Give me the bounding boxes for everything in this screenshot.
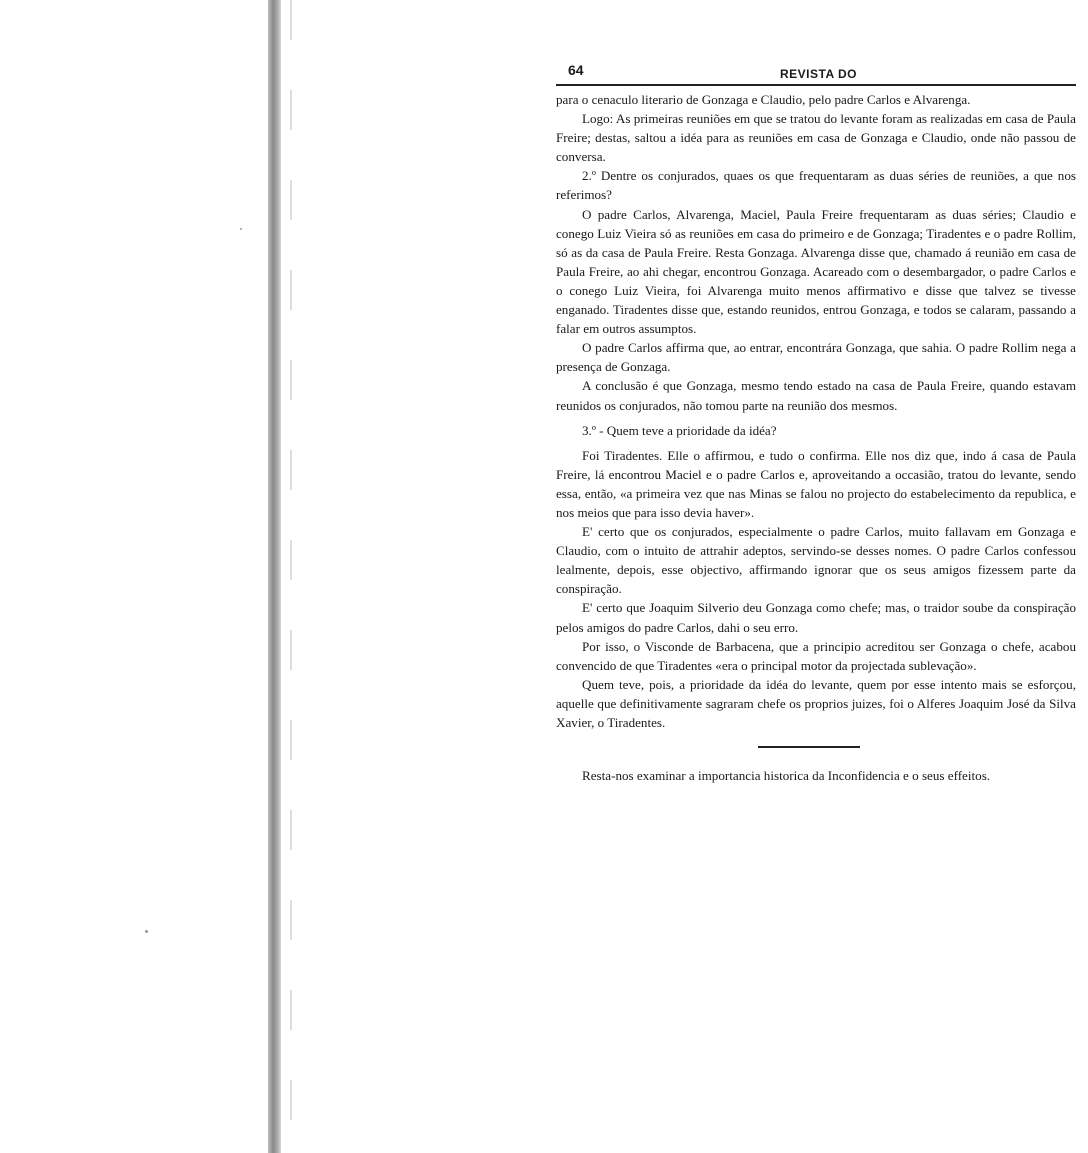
scan-speck bbox=[240, 228, 242, 230]
page-body bbox=[556, 90, 1076, 785]
paragraph: E' certo que Joaquim Silverio deu Gonzaga como chefe; mas, o traidor soube da conspiração pelos amigos do padre Carlos, dahi o seu erro. bbox=[556, 600, 1076, 635]
page-number: 64 bbox=[568, 62, 584, 78]
paragraph: A conclusão é que Gonzaga, mesmo tendo estado na casa de Paula Freire, quando estavam reunidos os conjurados, não tomou parte na reunião dos mesmos. bbox=[556, 378, 1076, 413]
paragraph: Foi Tiradentes. Elle o affirmou, e tudo o confirma. Elle nos diz que, indo á casa de Paula Freire, lá encontrou Maciel e o padre Carlos e, aproveitando a occasião, tratou do levante, sendo essa, então, «a primeira vez que nas Minas se falou no projecto do estabelecimento da republica, e nos meios que para isso devia haver». bbox=[556, 447, 1076, 520]
scan-speck bbox=[145, 930, 148, 933]
page-header bbox=[556, 62, 1076, 86]
running-head: REVISTA DO bbox=[780, 67, 858, 81]
gutter-fold-line bbox=[290, 0, 292, 1153]
paragraph: 2.º Dentre os conjurados, quaes os que frequentaram as duas séries de reuniões, a que nos referimos? bbox=[556, 168, 1076, 203]
paragraph: O padre Carlos, Alvarenga, Maciel, Paula Freire frequentaram as duas séries; Claudio e conego Luiz Vieira só as reuniões em casa do primeiro e de Gonzaga; Tiradentes e o padre Rollim, só as da casa de Paula Freire. Resta Gonzaga. Alvarenga disse que, chamado á reunião em casa de Paula Freire, ao ahi chegar, encontrou Gonzaga. Acareado com o desembargador, o padre Carlos e o conego Luiz Vieira, foi Alvarenga muito menos affirmativo e disse que talvez se tivesse enganado. Tiradentes disse que, estando reunidos, entrou Gonzaga, e todos se calaram, passando a falar em outros assumptos. bbox=[556, 206, 1076, 337]
question-heading: 3.º - Quem teve a prioridade da idéa? bbox=[582, 422, 777, 438]
paragraph: E' certo que os conjurados, especialmente o padre Carlos, muito fallavam em Gonzaga e Claudio, com o intuito de attrahir adeptos, servindo-se desses nomes. O padre Carlos confessou lealmente, depois, esse objectivo, affirmando ignorar que os seus amigos fizessem parte da conspiração. bbox=[556, 524, 1076, 597]
closing-paragraph: Resta-nos examinar a importancia historica da Inconfidencia e o seus effeitos. bbox=[582, 768, 991, 784]
paragraph: Quem teve, pois, a prioridade da idéa do levante, quem por esse intento mais se esforçou, aquelle que definitivamente sagraram chefe os proprios juizes, foi o Alferes Joaquim José da Silva Xavier, o Tiradentes. bbox=[556, 676, 1076, 730]
paragraph: Logo: As primeiras reuniões em que se tratou do levante foram as realizadas em casa de Paula Freire; destas, saltou a idéa para as reuniões em casa de Gonzaga e Claudio, onde não passou de conversa. bbox=[556, 111, 1076, 165]
section-divider-rule bbox=[758, 746, 860, 748]
paragraph: Por isso, o Visconde de Barbacena, que a principio acreditou ser Gonzaga o chefe, acabou convencido de que Tiradentes «era o principal motor da projectada sublevação». bbox=[556, 638, 1076, 673]
paragraph: para o cenaculo literario de Gonzaga e Claudio, pelo padre Carlos e Alvarenga. bbox=[556, 92, 971, 107]
paragraph: O padre Carlos affirma que, ao entrar, encontrára Gonzaga, que sahia. O padre Rollim nega a presença de Gonzaga. bbox=[556, 340, 1076, 375]
book-page bbox=[556, 62, 1076, 785]
book-gutter-shadow bbox=[268, 0, 281, 1153]
